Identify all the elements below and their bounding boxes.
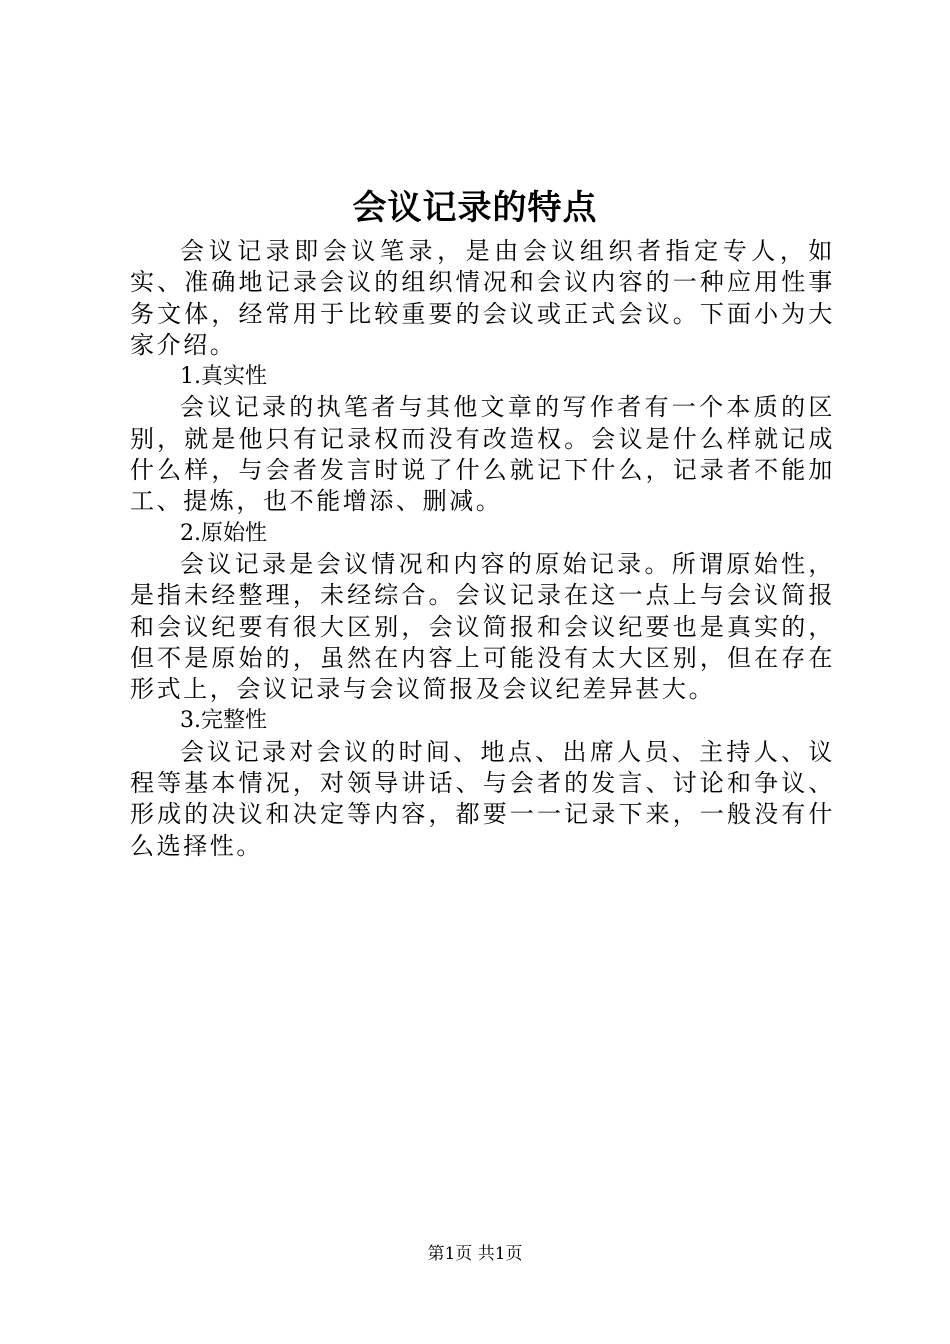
page-footer: 第1页 共1页 xyxy=(427,1244,523,1264)
section-body-originality: 会议记录是会议情况和内容的原始记录。所谓原始性，是指未经整理，未经综合。会议记录在这一点上与会议简报和会议纪要有很大区别，会议简报和会议纪要也是真实的，但不是原始的，虽然在内容上可能没有太大区别，但在存在形式上，会议记录与会议简报及会议纪差异甚大。 xyxy=(130,549,835,704)
intro-paragraph: 会议记录即会议笔录，是由会议组织者指定专人，如实、准确地记录会议的组织情况和会议内容的一种应用性事务文体，经常用于比较重要的会议或正式会议。下面小为大家介绍。 xyxy=(130,237,835,359)
document-body xyxy=(130,236,835,862)
section-heading-originality: 2.原始性 xyxy=(180,520,267,546)
section-body-authenticity: 会议记录的执笔者与其他文章的写作者有一个本质的区别，就是他只有记录权而没有改造权。会议是什么样就记成什么样，与会者发言时说了什么就记下什么，记录者不能加工、提炼，也不能增添、删减。 xyxy=(130,393,835,516)
section-heading-authenticity: 1.真实性 xyxy=(180,364,267,390)
section-heading-completeness: 3.完整性 xyxy=(180,708,267,734)
section-body-completeness: 会议记录对会议的时间、地点、出席人员、主持人、议程等基本情况，对领导讲话、与会者的发言、讨论和争议、形成的决议和决定等内容，都要一一记录下来，一般没有什么选择性。 xyxy=(130,737,835,860)
page-title: 会议记录的特点 xyxy=(352,188,598,228)
